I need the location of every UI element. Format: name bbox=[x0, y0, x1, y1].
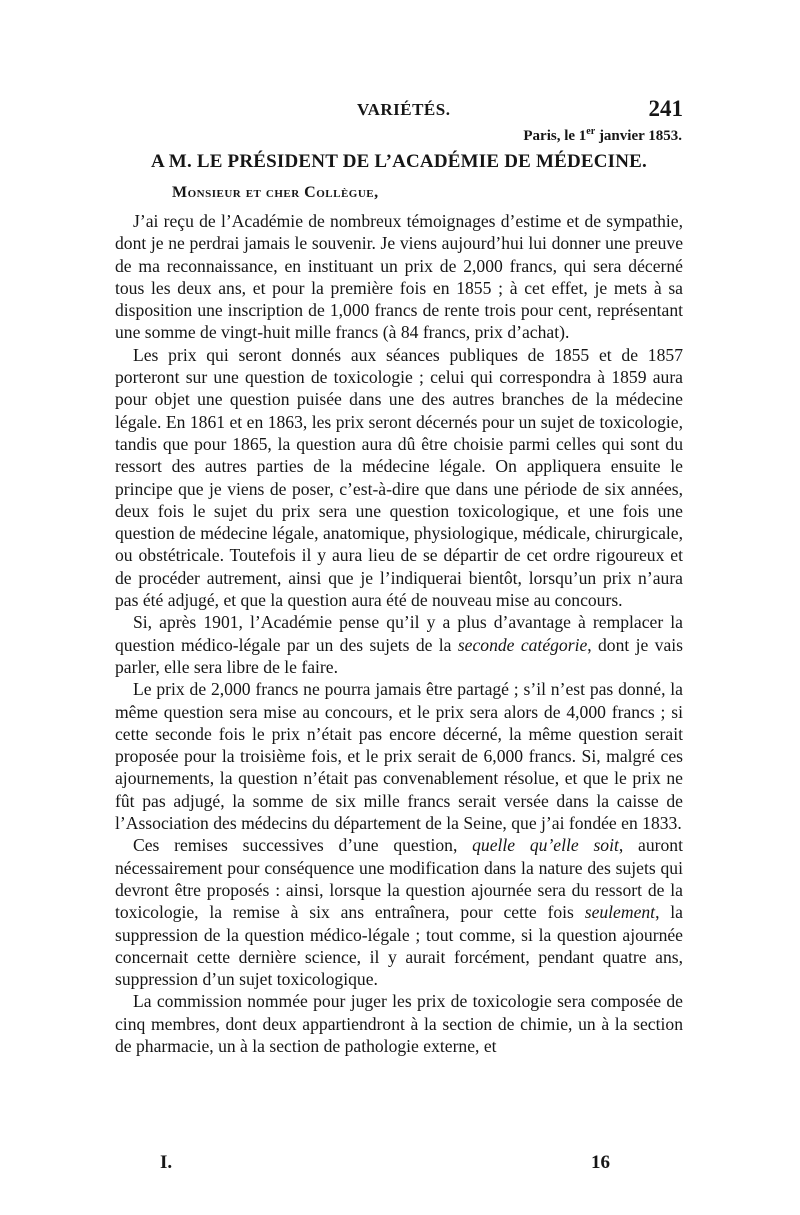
italic-phrase: seulement bbox=[584, 902, 656, 923]
letter-body bbox=[115, 210, 683, 1057]
page-footer bbox=[160, 1152, 610, 1176]
paragraph: La commission nommée pour juger les prix de toxicologie sera composée de cinq membres, dont deux appartiendront à la section de chimie, un à la section de pharmacie, un à la section de pathologie externe, et bbox=[115, 991, 683, 1056]
dateline-superscript: er bbox=[586, 126, 596, 137]
paragraph: Le prix de 2,000 francs ne pourra jamais être partagé ; s’il n’est pas donné, la même question sera mise au concours, et le prix sera alors de 4,000 francs ; si cette seconde fois le prix n’était pas encore décerné, la même question serait proposée pour la troisième fois, et le prix serait de 6,000 francs. Si, malgré ces ajournements, la question n’était pas convenablement résolue, et que le prix ne fût pas adjugé, la somme de six mille francs serait versée dans la caisse de l’Association des médecins du département de la Seine, que j’ai fondée en 1833. bbox=[115, 679, 683, 834]
dateline bbox=[523, 126, 682, 145]
salutation: Monsieur et cher Collègue, bbox=[172, 184, 379, 201]
paragraph-text: , dont je vais parler, elle sera libre de le faire. bbox=[115, 634, 683, 677]
paragraph-text: Ces remises successives d’une question, bbox=[133, 835, 473, 856]
paragraph: J’ai reçu de l’Académie de nombreux témoignages d’estime et de sympathie, dont je ne perdrai jamais le souvenir. Je viens aujourd’hui lui donner une preuve de ma reconnaissance, en instituant un prix de 2,000 francs, qui sera décerné tous les deux ans, et pour la première fois en 1855 ; à cet effet, je mets à sa disposition une inscription de 1,000 francs de rente trois pour cent, représentant une somme de vingt-huit mille francs (à 84 francs, prix d’achat). bbox=[115, 211, 683, 343]
signature-mark: I. bbox=[160, 1152, 173, 1173]
paragraph-text: Si, après 1901, l’Académie pense qu’il y a plus d’avantage à remplacer la question médico-légale par un des sujets de la bbox=[115, 612, 683, 655]
paragraph-text: , la suppression de la question médico-légale ; tout comme, si la question ajournée concernait cette dernière science, il y aurait forcément, pendant quatre ans, suppression d’un sujet toxicologique. bbox=[115, 902, 683, 990]
paragraph bbox=[115, 834, 683, 990]
page-number: 241 bbox=[648, 96, 683, 121]
letter-title: A M. LE PRÉSIDENT DE L’ACADÉMIE DE MÉDECINE. bbox=[150, 151, 648, 172]
paragraph: Les prix qui seront donnés aux séances publiques de 1855 et de 1857 porteront sur une question de toxicologie ; celui qui correspondra à 1859 aura pour objet une question puisée dans une des autres branches de la médecine légale. En 1861 et en 1863, les prix seront décernés pour un sujet de toxicologie, tandis que pour 1865, la question aura dû être choisie parmi celles qui sont du ressort des autres parties de la médecine légale. On appliquera ensuite le principe que je viens de poser, c’est-à-dire que dans une période de six années, deux fois le sujet du prix sera une question toxicologique, et une fois une question de médecine légale, anatomique, physiologique, médicale, chirurgicale, ou obstétricale. Toutefois il y aura lieu de se départir de cet ordre rigoureux et de procéder autrement, ainsi que je l’indiquerai bientôt, lorsqu’un prix n’aura pas été adjugé, et que la question aura été de nouveau mise au concours. bbox=[115, 344, 683, 611]
italic-phrase: quelle qu’elle soit bbox=[472, 835, 619, 856]
sheet-number: 16 bbox=[591, 1152, 610, 1173]
paragraph-text: , auront nécessairement pour conséquence une modification dans la nature des sujets qui devront être proposés : ainsi, lorsque la question ajournée sera du ressort de la toxicologie, la remise à six ans entraînera, pour cette fois bbox=[115, 835, 683, 923]
paragraph bbox=[115, 611, 683, 678]
italic-phrase: seconde catégorie bbox=[457, 634, 588, 655]
dateline-suffix: janvier 1853. bbox=[595, 128, 682, 144]
running-title: VARIÉTÉS. bbox=[357, 100, 451, 119]
running-header bbox=[115, 96, 683, 126]
dateline-prefix: Paris, le 1 bbox=[523, 128, 587, 144]
